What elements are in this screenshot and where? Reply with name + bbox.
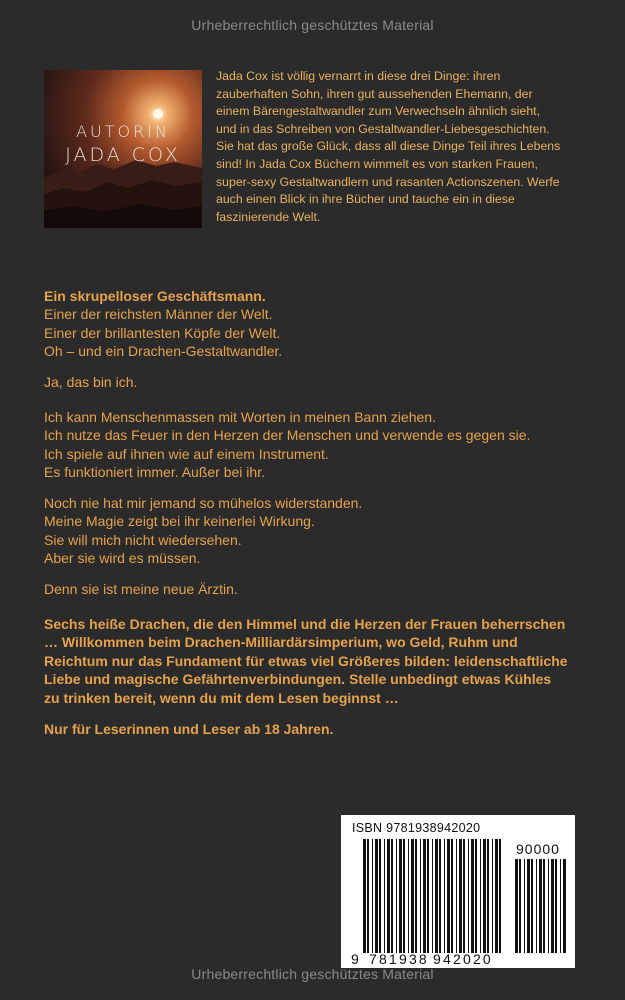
barcode-bar	[543, 859, 545, 953]
barcode-bar	[495, 839, 498, 953]
bio-line: Jada Cox ist völlig vernarrt in diese drei Dinge: ihren	[216, 69, 501, 83]
barcode-bar	[459, 839, 462, 953]
bio-line: einem Bärengestaltwandler zum Verwechseln ähnlich sieht,	[216, 104, 540, 119]
barcode-bar	[492, 839, 493, 953]
blurb-line: … Willkommen beim Drachen-Milliardärsimperium, wo Geld, Ruhm und	[44, 634, 518, 651]
blurb-intro	[44, 287, 604, 361]
age-notice-text: Nur für Leserinnen und Leser ab 18 Jahren.	[44, 721, 334, 737]
blurb-paragraph-3	[44, 408, 604, 482]
author-label-name: JADA COX	[65, 144, 181, 166]
barcode-bar	[379, 839, 381, 953]
blurb-series-pitch	[44, 615, 604, 707]
barcode-bar	[551, 859, 554, 953]
bio-line: zauberhaften Sohn, ihren gut aussehenden Ehemann, der	[216, 86, 533, 101]
barcode-digit-group-2: 942020	[433, 951, 493, 967]
barcode-bar	[519, 859, 521, 953]
blurb-line: Ich spiele auf ihnen wie auf einem Instrument.	[44, 445, 329, 462]
blurb-line: Sie will mich nicht wiedersehen.	[44, 531, 242, 548]
blurb-line: Aber sie wird es müssen.	[44, 550, 201, 567]
barcode-bar	[403, 839, 405, 953]
barcode-bar	[372, 839, 373, 953]
barcode-bar	[539, 859, 542, 953]
age-notice	[44, 720, 604, 738]
blurb-paragraph-5	[44, 580, 604, 598]
copyright-watermark-top: Urheberrechtlich geschütztes Material	[191, 17, 434, 33]
bio-line: sind! In Jada Cox Büchern wimmelt es von starken Frauen,	[216, 156, 538, 171]
blurb-line: Oh – und ein Drachen-Gestaltwandler.	[44, 343, 283, 360]
barcode-bar	[420, 839, 421, 953]
copyright-watermark-bottom: Urheberrechtlich geschütztes Material	[191, 966, 434, 982]
barcode-bar	[384, 839, 385, 953]
barcode-bar	[468, 839, 469, 953]
barcode-bar	[527, 859, 530, 953]
barcode-bar	[480, 839, 481, 953]
barcode-bar	[387, 839, 390, 953]
barcode-bar	[536, 859, 537, 953]
blurb-line: Denn sie ist meine neue Ärztin.	[44, 581, 238, 597]
bio-line: super-sexy Gestaltwandlern und rasanten Actionszenen. Werfe	[216, 174, 560, 189]
barcode-bar	[391, 839, 393, 953]
barcode-bar	[415, 839, 417, 953]
blurb-line: Ich nutze das Feuer in den Herzen der Menschen und verwende es gegen sie.	[44, 427, 531, 444]
barcode-bar	[524, 859, 525, 953]
barcode-bar	[560, 859, 561, 953]
barcode-bar	[531, 859, 533, 953]
blurb-line: Meine Magie zeigt bei ihr keinerlei Wirkung.	[44, 513, 315, 530]
barcode-bar	[435, 839, 438, 953]
barcode-bar	[451, 839, 453, 953]
blurb-line: Reichtum nur das Fundament für etwas viel Größeres bilden: leidenschaftliche	[44, 652, 568, 669]
blurb-line: Noch nie hat mir jemand so mühelos widerstanden.	[44, 495, 363, 511]
blurb-line: Einer der reichsten Männer der Welt.	[44, 306, 273, 323]
barcode-digit-first: 9	[351, 951, 361, 967]
barcode-bar	[515, 859, 518, 953]
barcode-bar	[471, 839, 474, 953]
barcode-bar	[375, 839, 378, 953]
barcode-bar	[363, 839, 366, 953]
barcode-bar	[411, 839, 414, 953]
blurb-line: Ich kann Menschenmassen mit Worten in meinen Bann ziehen.	[44, 409, 436, 425]
isbn-barcode	[341, 815, 575, 968]
blurb-line: Einer der brillantesten Köpfe der Welt.	[44, 324, 281, 341]
barcode-bar	[444, 839, 445, 953]
barcode-bar	[487, 839, 489, 953]
barcode-bar	[396, 839, 397, 953]
author-label-title: AUTORIN	[76, 122, 170, 141]
bio-line: faszinierende Welt.	[216, 209, 321, 224]
bio-line: auch einen Blick in ihre Bücher und tauche ein in diese	[216, 192, 515, 207]
blurb-line: zu trinken bereit, wenn du mit dem Lesen beginnst …	[44, 689, 399, 706]
barcode-digit-group-1: 781938	[369, 951, 429, 967]
barcode-bar	[563, 859, 566, 953]
barcode-bar	[439, 839, 441, 953]
barcode-bars	[341, 815, 575, 968]
author-bio	[216, 68, 588, 226]
author-photo	[44, 70, 202, 228]
blurb-line: Es funktioniert immer. Außer bei ihr.	[44, 464, 265, 481]
barcode-bar	[483, 839, 486, 953]
blurb-line: Liebe und magische Gefährtenverbindungen. Stelle unbedingt etwas Kühles	[44, 671, 552, 688]
barcode-bar	[456, 839, 457, 953]
isbn-label: ISBN 9781938942020	[352, 821, 481, 835]
bio-line: und in das Schreiben von Gestaltwandler-Liebesgeschichten.	[216, 121, 550, 136]
blurb-headline: Ein skrupelloser Geschäftsmann.	[44, 288, 266, 304]
blurb-line: Sechs heiße Drachen, die den Himmel und die Herzen der Frauen beherrschen	[44, 616, 566, 632]
barcode-bar	[475, 839, 477, 953]
blurb-paragraph-2	[44, 373, 604, 391]
barcode-bar	[408, 839, 409, 953]
barcode-bar	[432, 839, 433, 953]
blurb-paragraph-4	[44, 494, 604, 568]
bio-line: Sie hat das große Glück, dass all diese Dinge Teil ihres Lebens	[216, 139, 561, 154]
barcode-bar	[427, 839, 429, 953]
barcode-bar	[423, 839, 426, 953]
barcode-bar	[367, 839, 369, 953]
barcode-bar	[548, 859, 549, 953]
barcode-bar	[447, 839, 450, 953]
barcode-bar	[555, 859, 557, 953]
barcode-bar	[499, 839, 501, 953]
blurb-line: Ja, das bin ich.	[44, 374, 138, 390]
barcode-bar	[463, 839, 465, 953]
price-code: 90000	[516, 841, 560, 857]
barcode-bar	[399, 839, 402, 953]
